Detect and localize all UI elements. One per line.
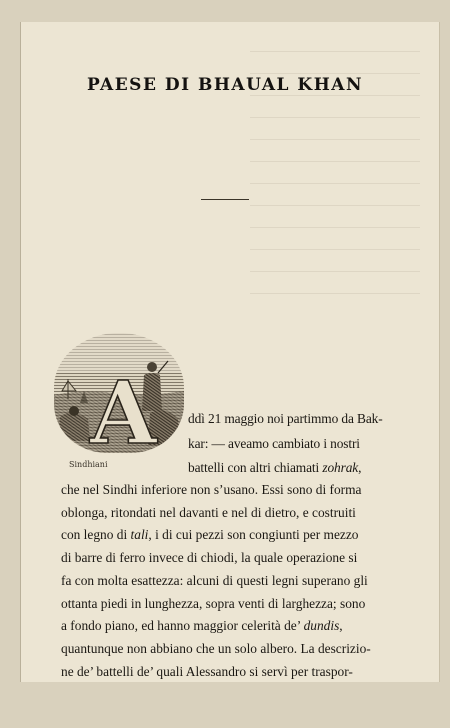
text-line: kar: — aveamo cambiato i nostri xyxy=(188,436,360,451)
title-divider xyxy=(201,199,249,200)
engraved-vignette xyxy=(54,333,184,453)
text-line: oblonga, ritondati nel davanti e nel di dietro, e costruiti xyxy=(61,504,356,520)
text-line: a fondo piano, ed hanno maggior celerità de’ dundis, xyxy=(61,618,343,634)
text-line: fa con molta esattezza: alcuni di questi legni superano gli xyxy=(61,572,368,588)
text-line: ottanta piedi in lunghezza, sopra venti di larghezza; sono xyxy=(61,595,366,611)
vignette-caption: Sindhiani xyxy=(69,460,108,469)
text-line: ne de’ battelli de’ quali Alessandro si servì per traspor- xyxy=(61,663,353,679)
text-line: di barre di ferro invece di chiodi, la quale operazione si xyxy=(61,550,358,566)
text-line: battelli con altri chiamati zohrak, xyxy=(188,460,362,475)
drop-cap-letter: A xyxy=(90,363,157,453)
text-line: che nel Sindhi inferiore non s’usano. Essi sono di forma xyxy=(61,482,362,497)
text-line: ddì 21 maggio noi partimmo da Bak- xyxy=(188,411,383,426)
chapter-title: PAESE DI BHAUAL KHAN xyxy=(86,75,363,95)
text-line: con legno di tali, i di cui pezzi son congiunti per mezzo xyxy=(61,527,359,543)
text-line: quantunque non abbiano che un solo albero. La descrizio- xyxy=(61,640,371,656)
